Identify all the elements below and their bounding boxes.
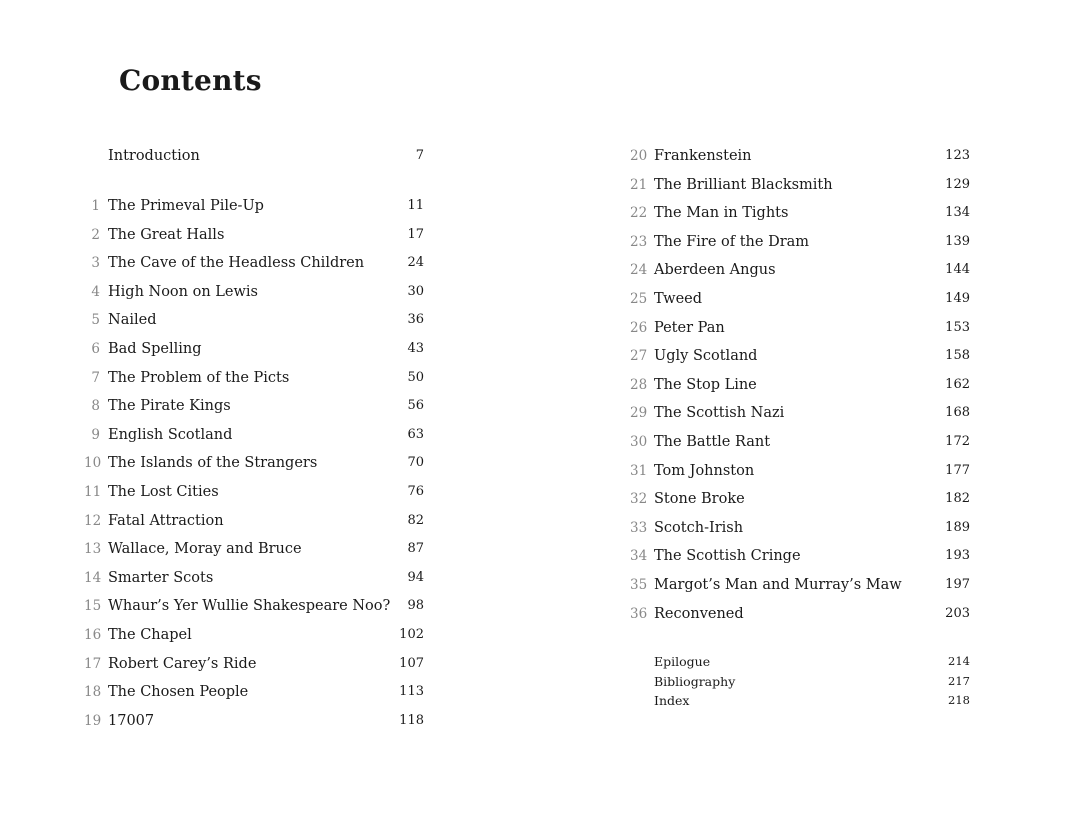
chapter-number: 31 xyxy=(630,462,648,479)
chapter-title: Tom Johnston xyxy=(654,462,755,479)
chapter-number: 8 xyxy=(91,398,100,415)
chapter-title: The Great Halls xyxy=(108,226,225,243)
chapter-title: High Noon on Lewis xyxy=(108,283,258,300)
chapter-number: 1 xyxy=(91,198,100,214)
page-number: 30 xyxy=(407,283,424,299)
chapter-number: 30 xyxy=(630,434,648,450)
chapter-number: 11 xyxy=(84,484,102,500)
chapter-number: 14 xyxy=(84,569,102,586)
page-number: 158 xyxy=(945,348,970,364)
toc-entry xyxy=(84,370,424,392)
page-title: Contents xyxy=(119,64,262,97)
page-number: 43 xyxy=(407,341,424,356)
page-number: 82 xyxy=(407,512,424,528)
page-number: 11 xyxy=(407,198,424,213)
chapter-title: Whaur’s Yer Wullie Shakespeare Noo? xyxy=(108,598,391,615)
toc-entry xyxy=(84,513,424,535)
chapter-title: Stone Broke xyxy=(654,491,745,508)
chapter-title: Index xyxy=(654,693,690,708)
chapter-number: 3 xyxy=(91,255,100,272)
chapter-title: The Lost Cities xyxy=(108,484,219,500)
chapter-title: The Brilliant Blacksmith xyxy=(654,176,833,193)
chapter-title: The Scottish Cringe xyxy=(654,548,801,565)
chapter-title: Tweed xyxy=(654,291,703,307)
chapter-number: 32 xyxy=(630,491,648,508)
toc-entry xyxy=(84,148,424,170)
page-number: 134 xyxy=(945,205,970,221)
toc-entry xyxy=(630,320,970,342)
chapter-number: 6 xyxy=(91,341,100,357)
chapter-number: 35 xyxy=(630,577,648,593)
toc-entry xyxy=(630,606,970,628)
toc-entry xyxy=(84,541,424,563)
toc-entry xyxy=(630,463,970,485)
chapter-number: 9 xyxy=(91,426,100,443)
page-number: 113 xyxy=(399,684,424,700)
toc-entry xyxy=(84,713,424,735)
chapter-number: 20 xyxy=(630,148,648,164)
page-number: 63 xyxy=(407,426,424,442)
chapter-number: 33 xyxy=(630,519,648,536)
toc-entry xyxy=(630,577,970,599)
toc-entry xyxy=(630,693,970,715)
chapter-title: The Problem of the Picts xyxy=(108,369,290,386)
chapter-title: Reconvened xyxy=(654,605,744,622)
page-number: 17 xyxy=(407,226,424,242)
chapter-number: 15 xyxy=(84,598,102,615)
chapter-title: Bibliography xyxy=(654,673,736,689)
chapter-number: 17 xyxy=(84,655,102,672)
toc-entry xyxy=(630,434,970,456)
page-number: 56 xyxy=(407,398,424,414)
chapter-title: Epilogue xyxy=(654,654,711,669)
chapter-number: 2 xyxy=(91,226,100,243)
page-number: 139 xyxy=(945,233,970,249)
page-number: 129 xyxy=(945,176,970,192)
chapter-number: 19 xyxy=(84,712,102,729)
page-number: 193 xyxy=(945,548,970,564)
toc-entry xyxy=(84,455,424,477)
chapter-number: 23 xyxy=(630,233,648,250)
chapter-number: 10 xyxy=(84,455,102,472)
chapter-title: Peter Pan xyxy=(654,319,725,336)
chapter-title: The Cave of the Headless Children xyxy=(108,255,365,272)
page-number: 149 xyxy=(945,291,970,306)
chapter-title: Introduction xyxy=(108,148,200,164)
toc-entry xyxy=(630,291,970,313)
chapter-title: Margot’s Man and Murray’s Maw xyxy=(654,577,902,593)
chapter-number: 21 xyxy=(630,176,648,193)
toc-entry xyxy=(630,234,970,256)
page-number: 107 xyxy=(399,655,424,671)
toc-entry xyxy=(84,398,424,420)
toc-entry xyxy=(84,198,424,220)
chapter-number: 29 xyxy=(630,405,648,422)
page-number: 217 xyxy=(948,673,970,688)
chapter-number: 12 xyxy=(84,512,102,529)
toc-entry xyxy=(630,177,970,199)
chapter-title: The Fire of the Dram xyxy=(654,233,810,250)
page-number: 162 xyxy=(945,376,970,392)
toc-entry xyxy=(84,484,424,506)
chapter-title: The Primeval Pile-Up xyxy=(108,198,264,214)
toc-entry xyxy=(630,491,970,513)
toc-entry xyxy=(84,227,424,249)
chapter-title: Nailed xyxy=(108,312,157,329)
chapter-title: The Chosen People xyxy=(108,684,249,701)
chapter-title: Bad Spelling xyxy=(108,341,202,357)
page-number: 197 xyxy=(945,577,970,592)
page-number: 153 xyxy=(945,319,970,335)
chapter-number: 16 xyxy=(84,627,102,643)
chapter-number: 18 xyxy=(84,684,102,701)
page-number: 218 xyxy=(948,693,970,707)
page-number: 94 xyxy=(407,569,424,585)
chapter-number: 28 xyxy=(630,376,648,393)
toc-entry xyxy=(84,284,424,306)
toc-entry xyxy=(84,341,424,363)
toc-entry xyxy=(630,548,970,570)
chapter-title: Ugly Scotland xyxy=(654,348,758,365)
page-number: 118 xyxy=(399,712,424,728)
page-number: 102 xyxy=(399,627,424,642)
chapter-title: Robert Carey’s Ride xyxy=(108,655,257,672)
toc-entry xyxy=(84,570,424,592)
chapter-number: 22 xyxy=(630,205,648,222)
toc-entry xyxy=(630,148,970,170)
chapter-title: The Pirate Kings xyxy=(108,398,231,415)
page-number: 172 xyxy=(945,434,970,449)
toc-entry xyxy=(84,598,424,620)
chapter-title: 17007 xyxy=(108,712,155,729)
chapter-title: The Scottish Nazi xyxy=(654,405,785,422)
chapter-number: 34 xyxy=(630,548,648,565)
page-number: 203 xyxy=(945,605,970,621)
chapter-title: Smarter Scots xyxy=(108,569,214,586)
page-number: 189 xyxy=(945,519,970,535)
chapter-number: 5 xyxy=(91,312,100,329)
toc-entry xyxy=(84,427,424,449)
page-number: 87 xyxy=(407,541,424,557)
toc-entry xyxy=(84,656,424,678)
page-number: 36 xyxy=(407,312,424,328)
page-number: 144 xyxy=(945,262,970,278)
toc-entry xyxy=(630,520,970,542)
toc-entry xyxy=(84,684,424,706)
chapter-number: 36 xyxy=(630,605,648,622)
page-number: 24 xyxy=(407,255,424,271)
toc-entry xyxy=(84,255,424,277)
page-number: 70 xyxy=(407,455,424,471)
chapter-title: The Chapel xyxy=(108,627,192,643)
chapter-title: Aberdeen Angus xyxy=(654,262,776,279)
chapter-title: The Stop Line xyxy=(654,376,757,393)
chapter-title: The Man in Tights xyxy=(654,205,789,222)
page-number: 214 xyxy=(948,654,970,668)
toc-entry xyxy=(630,262,970,284)
chapter-number: 13 xyxy=(84,541,102,558)
toc-entry xyxy=(630,377,970,399)
page-number: 168 xyxy=(945,405,970,421)
chapter-number: 7 xyxy=(91,369,100,386)
chapter-title: The Battle Rant xyxy=(654,434,771,450)
toc-entry xyxy=(84,312,424,334)
page-number: 76 xyxy=(407,484,424,499)
page-number: 123 xyxy=(945,148,970,163)
toc-entry xyxy=(630,405,970,427)
chapter-number: 24 xyxy=(630,262,648,279)
chapter-title: Fatal Attraction xyxy=(108,512,224,529)
page-number: 7 xyxy=(415,148,424,163)
toc-entry xyxy=(630,205,970,227)
chapter-title: Scotch-Irish xyxy=(654,519,744,536)
toc-entry xyxy=(630,348,970,370)
page-number: 182 xyxy=(945,491,970,507)
chapter-number: 26 xyxy=(630,319,648,336)
chapter-number: 4 xyxy=(91,283,100,300)
chapter-title: English Scotland xyxy=(108,426,233,443)
chapter-title: Frankenstein xyxy=(654,148,752,164)
page-number: 98 xyxy=(407,598,424,614)
chapter-title: The Islands of the Strangers xyxy=(108,455,318,472)
page-number: 50 xyxy=(407,369,424,385)
chapter-number: 27 xyxy=(630,348,648,365)
chapter-title: Wallace, Moray and Bruce xyxy=(108,541,302,558)
toc-entry xyxy=(84,627,424,649)
page-number: 177 xyxy=(945,462,970,478)
chapter-number: 25 xyxy=(630,291,648,307)
